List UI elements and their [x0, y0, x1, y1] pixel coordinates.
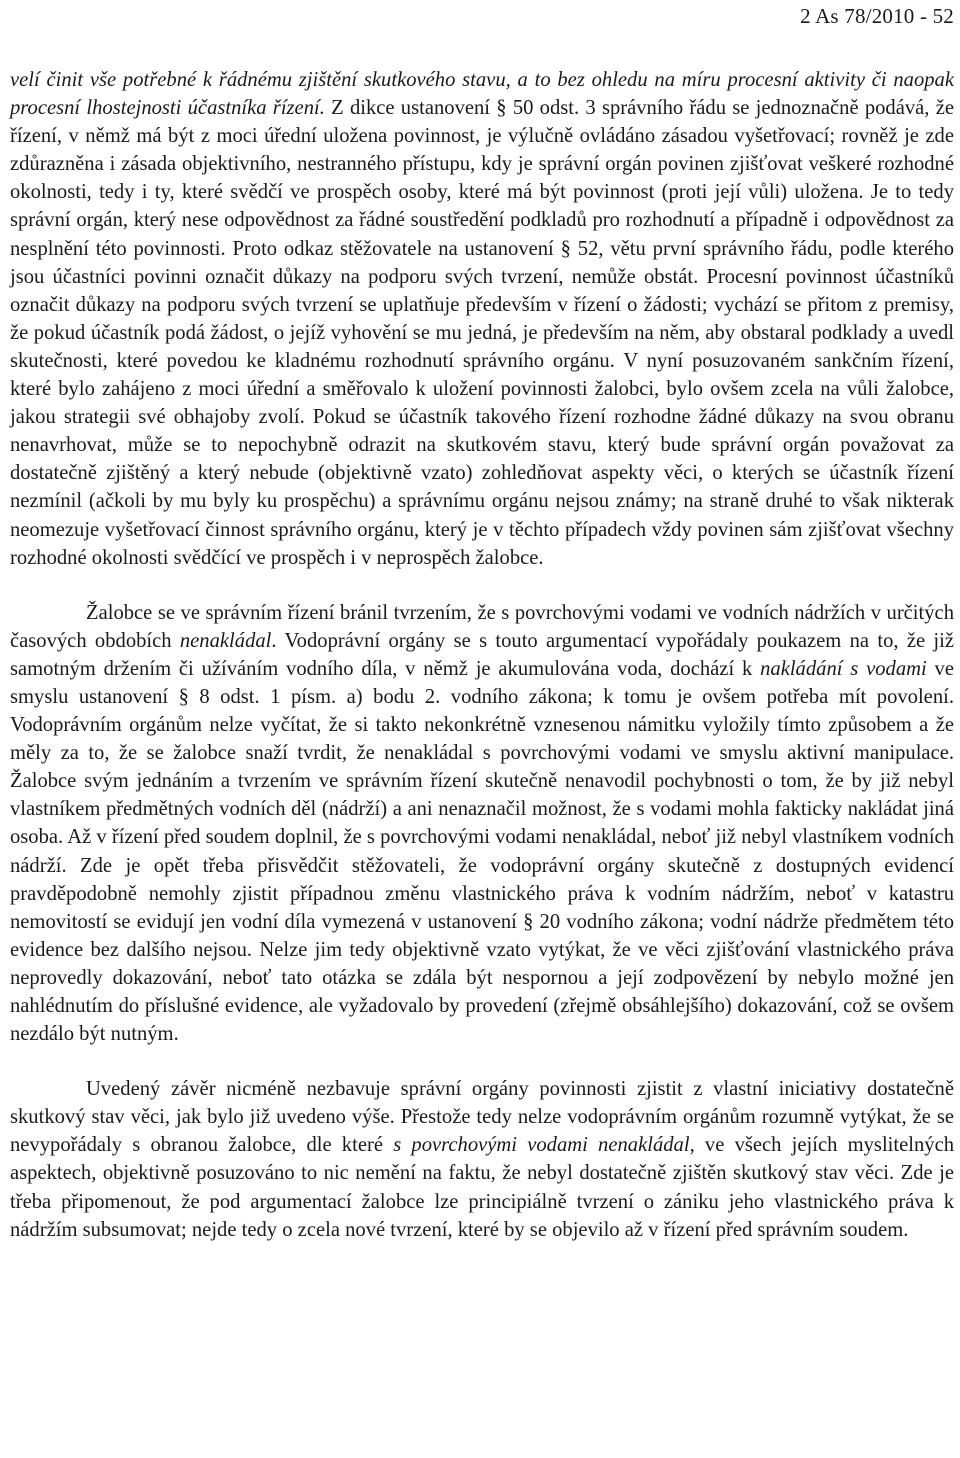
- text-span: Žalobce se ve správním řízení bránil tvrzením, že s povrchovými vodami ve vodních nádržích v určitých časových obdobích: [10, 601, 954, 652]
- italic-span: velí činit vše potřebné k řádnému zjištění skutkového stavu, a to bez ohledu na míru procesní aktivity či naopak procesní lhostejnosti účastníka řízení.: [10, 69, 954, 120]
- paragraph-2: [10, 599, 954, 1049]
- paragraph-3: [10, 1075, 954, 1244]
- text-span: . Vodoprávní orgány se s touto argumentací vypořádaly poukazem na to, že již samotným držením či užíváním vodního díla, v němž je akumulována voda, dochází k: [10, 629, 954, 680]
- paragraph-1: [10, 66, 954, 572]
- italic-span: nenakládal: [179, 629, 272, 652]
- text-span: , ve všech jejích myslitelných aspektech, objektivně posuzováno to nic nemění na faktu, že nebyl dostatečně zjištěn skutkový stav věci. Zde je třeba připomenout, že pod argumentací žalobce lze principiálně tvrzení o zániku jeho vlastnického práva k nádržím subsumovat; nejde tedy o zcela nové tvrzení, které by se objevilo až v řízení před správním soudem.: [10, 1134, 955, 1241]
- italic-span: nakládání s vodami: [760, 657, 927, 680]
- case-number: 2 As 78/2010 - 52: [800, 4, 954, 28]
- document-body: [10, 66, 954, 1244]
- italic-span: s povrchovými vodami nenakládal: [393, 1134, 690, 1157]
- text-span: Uvedený závěr nicméně nezbavuje správní orgány povinnosti zjistit z vlastní iniciativy dostatečně skutkový stav věci, jak bylo již uvedeno výše. Přestože tedy nelze vodoprávním orgánům rozumně vytýkat, že se nevypořádaly s obranou žalobce, dle které: [10, 1078, 954, 1157]
- text-span: Z dikce ustanovení § 50 odst. 3 správního řádu se jednoznačně podává, že řízení, v němž má být z moci úřední uložena povinnost, je výlučně ovládáno zásadou vyšetřovací; rovněž je zde zdůrazněna i zásada objektivního, nestranného přístupu, kdy je správní orgán povinen zjišťovat veškeré rozhodné okolnosti, tedy i ty, které svědčí ve prospěch osoby, které má být povinnost (proti její vůli) uložena. Je to tedy správní orgán, který nese odpovědnost za řádné soustředění podkladů pro rozhodnutí a případně i odpovědnost za nesplnění této povinnosti. Proto odkaz stěžovatele na ustanovení § 52, větu první správního řádu, podle kterého jsou účastníci povinni označit důkazy na podporu svých tvrzení, nemůže obstát. Procesní povinnost účastníků označit důkazy na podporu svých tvrzení se uplatňuje především v řízení o žádosti; vychází se přitom z premisy, že pokud účastník podá žádost, o jejíž vyhovění se mu jedná, je především na něm, aby obstaral podklady a uvedl skutečnosti, které povedou ke kladnému rozhodnutí správního orgánu. V nyní posuzovaném sankčním řízení, které bylo zahájeno z moci úřední a směřovalo k uložení povinnosti žalobci, bylo ovšem zcela na vůli žalobce, jakou strategii své obhajoby zvolí. Pokud se účastník takového řízení rozhodne žádné důkazy na svou obranu nenavrhovat, může se to nepochybně odrazit na skutkovém stavu, který bude správní orgán považovat za dostatečně zjištěný a který nebude (objektivně vzato) zohledňovat aspekty věci, o kterých se účastník řízení nezmínil (ačkoli by mu byly ku prospěchu) a správnímu orgánu nejsou známy; na straně druhé to však nikterak neomezuje vyšetřovací činnost správního orgánu, který je v těchto případech vždy povinen sám zjišťovat všechny rozhodné okolnosti svědčící ve prospěch i v neprospěch žalobce.: [10, 97, 954, 569]
- text-span: ve smyslu ustanovení § 8 odst. 1 písm. a) bodu 2. vodního zákona; k tomu je ovšem potřeba mít povolení. Vodoprávním orgánům nelze vyčítat, že si takto nekonkrétně vznesenou námitku vyložily tímto způsobem a že měly za to, že se žalobce snaží tvrdit, že nenakládal s povrchovými vodami ve smyslu aktivní manipulace. Žalobce svým jednáním a tvrzením ve správním řízení skutečně nenavodil pochybnosti o tom, že by již nebyl vlastníkem předmětných vodních děl (nádrží) a ani nenaznačil možnost, že s vodami mohla fakticky nakládat jiná osoba. Až v řízení před soudem doplnil, že s povrchovými vodami nenakládal, neboť již nebyl vlastníkem vodních nádrží. Zde je opět třeba přisvědčit stěžovateli, že vodoprávní orgány skutečně z dostupných evidencí pravděpodobně nemohly zjistit případnou změnu vlastnického práva k vodním nádržím, neboť v katastru nemovitostí se evidují jen vodní díla vymezená v ustanovení § 20 vodního zákona; vodní nádrže předmětem této evidence bez dalšího nejsou. Nelze jim tedy objektivně vzato vytýkat, že ve věci zjišťování vlastnického práva neprovedly dokazování, neboť tato otázka se zdála být nespornou a její zodpovězení by nebylo možné jen nahlédnutím do příslušné evidence, ale vyžadovalo by provedení (zřejmě obsáhlejšího) dokazování, což se ovšem nezdálo být nutným.: [10, 657, 954, 1046]
